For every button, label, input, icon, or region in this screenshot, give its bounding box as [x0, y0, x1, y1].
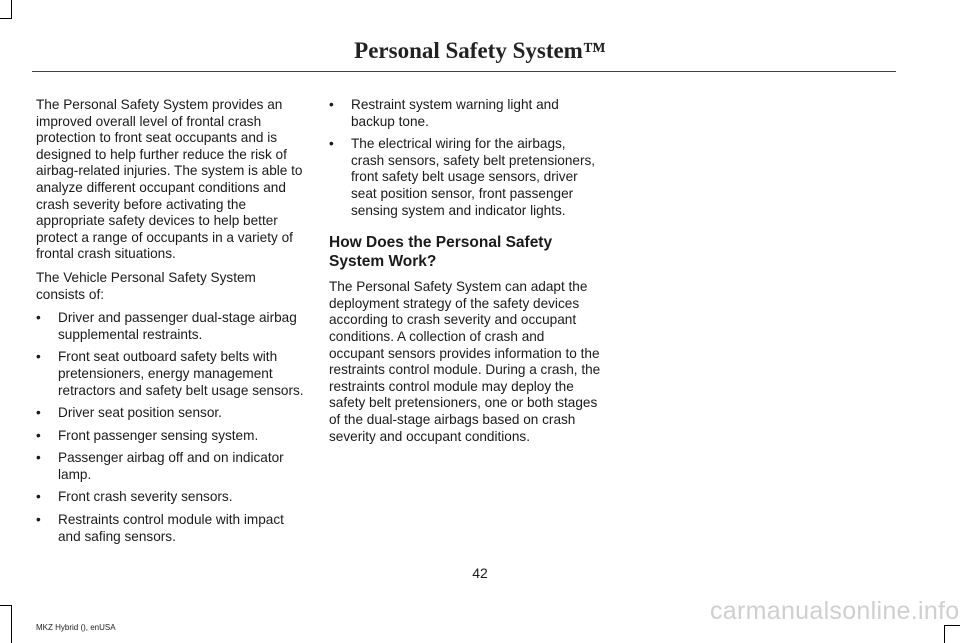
list-item: • Restraint system warning light and backup tone.: [329, 97, 601, 130]
crop-mark-top-left-v: [11, 0, 12, 18]
list-item: • Front seat outboard safety belts with pretensioners, energy management retractors and safety belt usage sensors.: [36, 349, 306, 399]
right-column: [329, 97, 601, 452]
list-item: • Driver and passenger dual-stage airbag supplemental restraints.: [36, 310, 306, 343]
crop-mark-top-left-h: [0, 18, 12, 19]
list-item: • Driver seat position sensor.: [36, 405, 306, 422]
left-column: [36, 97, 306, 551]
list-item: • The electrical wiring for the airbags, crash sensors, safety belt pretensioners, front safety belt usage sensors, driver seat position sensor, front passenger sensing system and indicator lights.: [329, 136, 601, 219]
component-list: [36, 310, 306, 545]
component-list-continued: [329, 97, 601, 219]
document-id: MKZ Hybrid (), enUSA: [36, 623, 116, 632]
crop-mark-bottom-left-h: [0, 605, 12, 606]
page-title: Personal Safety System™: [354, 38, 606, 63]
watermark: carmanualsonline.info: [710, 597, 960, 625]
header-rule: [32, 71, 896, 72]
consists-paragraph: The Vehicle Personal Safety System consists of:: [36, 269, 256, 302]
page-number: 42: [472, 565, 488, 581]
list-item: • Front passenger sensing system.: [36, 428, 306, 445]
how-it-works-paragraph: The Personal Safety System can adapt the deployment strategy of the safety devices according to crash severity and occupant conditions. A collection of crash and occupant sensors provides information to the restraints control module. During a crash, the restraints control module may deploy the safety belt pretensioners, one or both stages of the dual-stage airbags based on crash severity and occupant conditions.: [329, 279, 601, 444]
section-heading: How Does the Personal Safety System Work?: [329, 234, 553, 271]
list-item: • Passenger airbag off and on indicator lamp.: [36, 450, 306, 483]
list-item: • Restraints control module with impact and safing sensors.: [36, 512, 306, 545]
intro-paragraph: The Personal Safety System provides an improved overall level of frontal crash protection to front seat occupants and is designed to help further reduce the risk of airbag-related injuries. The system is able to analyze different occupant conditions and crash severity before activating the appropriate safety devices to help better protect a range of occupants in a variety of frontal crash situations.: [36, 97, 303, 262]
list-item: • Front crash severity sensors.: [36, 489, 306, 506]
crop-mark-bottom-left-v: [11, 605, 12, 643]
crop-mark-bottom-right-v: [944, 625, 945, 643]
